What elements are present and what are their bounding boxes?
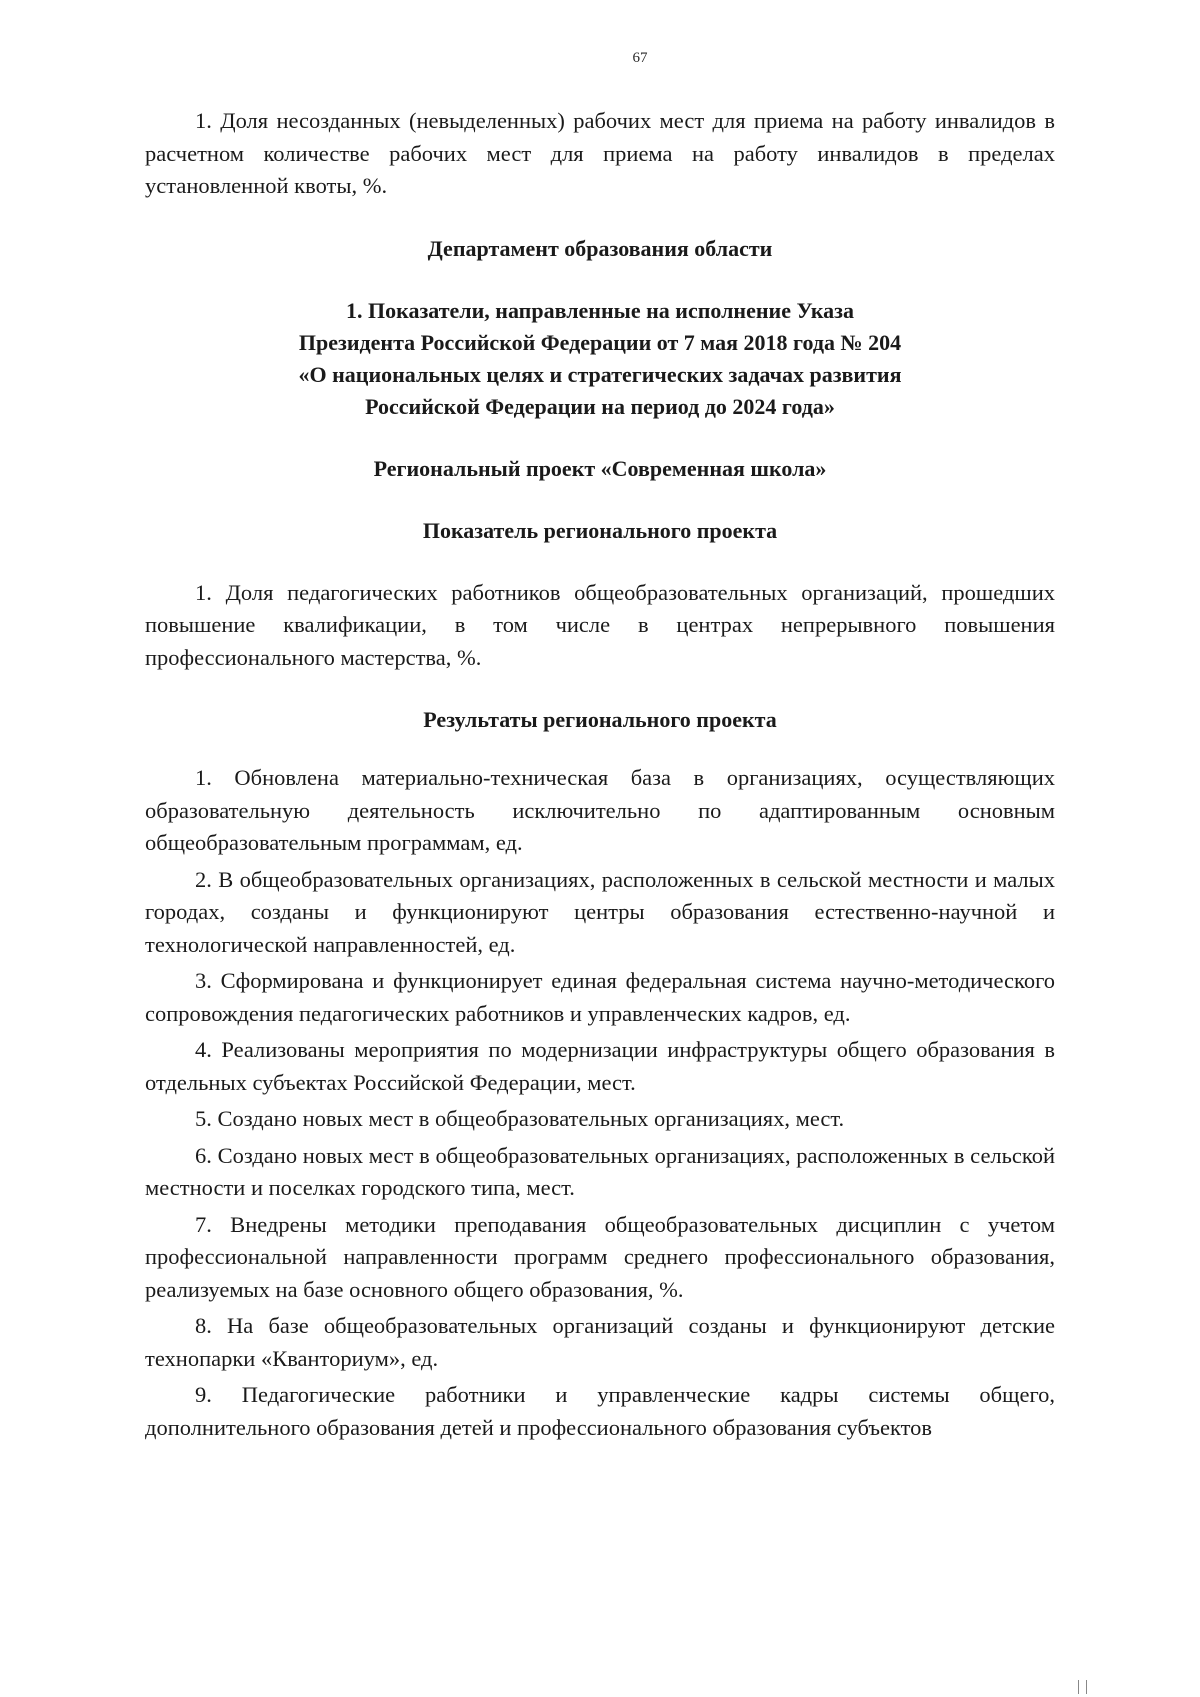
result-item: 9. Педагогические работники и управленческие кадры системы общего, дополнительного образования детей и профессионального образования субъектов xyxy=(145,1382,1055,1440)
decree-heading-line: «О национальных целях и стратегических задачах развития xyxy=(298,361,902,387)
result-item: 4. Реализованы мероприятия по модернизации инфраструктуры общего образования в отдельных субъектах Российской Федерации, мест. xyxy=(145,1037,1055,1095)
indicator-item: 1. Доля педагогических работников общеобразовательных организаций, прошедших повышение квалификации, в том числе в центрах непрерывного повышения профессионального мастерства, %. xyxy=(145,579,1055,670)
result-item: 7. Внедрены методики преподавания общеобразовательных дисциплин с учетом профессиональной направленности программ среднего профессионального образования, реализуемых на базе основного общего образования, %. xyxy=(145,1211,1055,1302)
results-heading: Результаты регионального проекта xyxy=(423,707,777,732)
page-content xyxy=(145,105,1055,1444)
decree-heading-line: Президента Российской Федерации от 7 мая 2018 года № 204 xyxy=(298,329,902,355)
result-item: 6. Создано новых мест в общеобразовательных организациях, расположенных в сельской местности и поселках городского типа, мест. xyxy=(145,1142,1055,1200)
decree-heading-line: Российской Федерации на период до 2024 года» xyxy=(365,393,835,419)
intro-item: 1. Доля несозданных (невыделенных) рабочих мест для приема на работу инвалидов в расчетном количестве рабочих мест для приема на работу инвалидов в пределах установленной квоты, %. xyxy=(145,108,1055,198)
project-heading: Региональный проект «Современная школа» xyxy=(373,455,827,481)
scan-mark xyxy=(1086,1680,1087,1694)
result-item: 8. На базе общеобразовательных организаций созданы и функционируют детские технопарки «Кванториум», ед. xyxy=(145,1313,1055,1371)
result-item: 3. Сформирована и функционирует единая федеральная система научно-методического сопровождения педагогических работников и управленческих кадров, ед. xyxy=(145,968,1055,1026)
decree-heading-line: 1. Показатели, направленные на исполнение Указа xyxy=(345,297,855,323)
result-item: 1. Обновлена материально-техническая база в организациях, осуществляющих образовательную деятельность исключительно по адаптированным основным общеобразовательным программам, ед. xyxy=(145,765,1055,855)
decree-heading xyxy=(145,295,1055,423)
department-heading: Департамент образования области xyxy=(427,235,773,261)
page-number: 67 xyxy=(632,50,648,66)
indicator-heading: Показатель регионального проекта xyxy=(422,517,778,543)
result-item: 5. Создано новых мест в общеобразовательных организациях, мест. xyxy=(195,1106,845,1131)
scan-mark xyxy=(1078,1680,1079,1694)
result-item: 2. В общеобразовательных организациях, расположенных в сельской местности и малых городах, созданы и функционируют центры образования естественно-научной и технологической направленностей, ед. xyxy=(145,866,1055,957)
